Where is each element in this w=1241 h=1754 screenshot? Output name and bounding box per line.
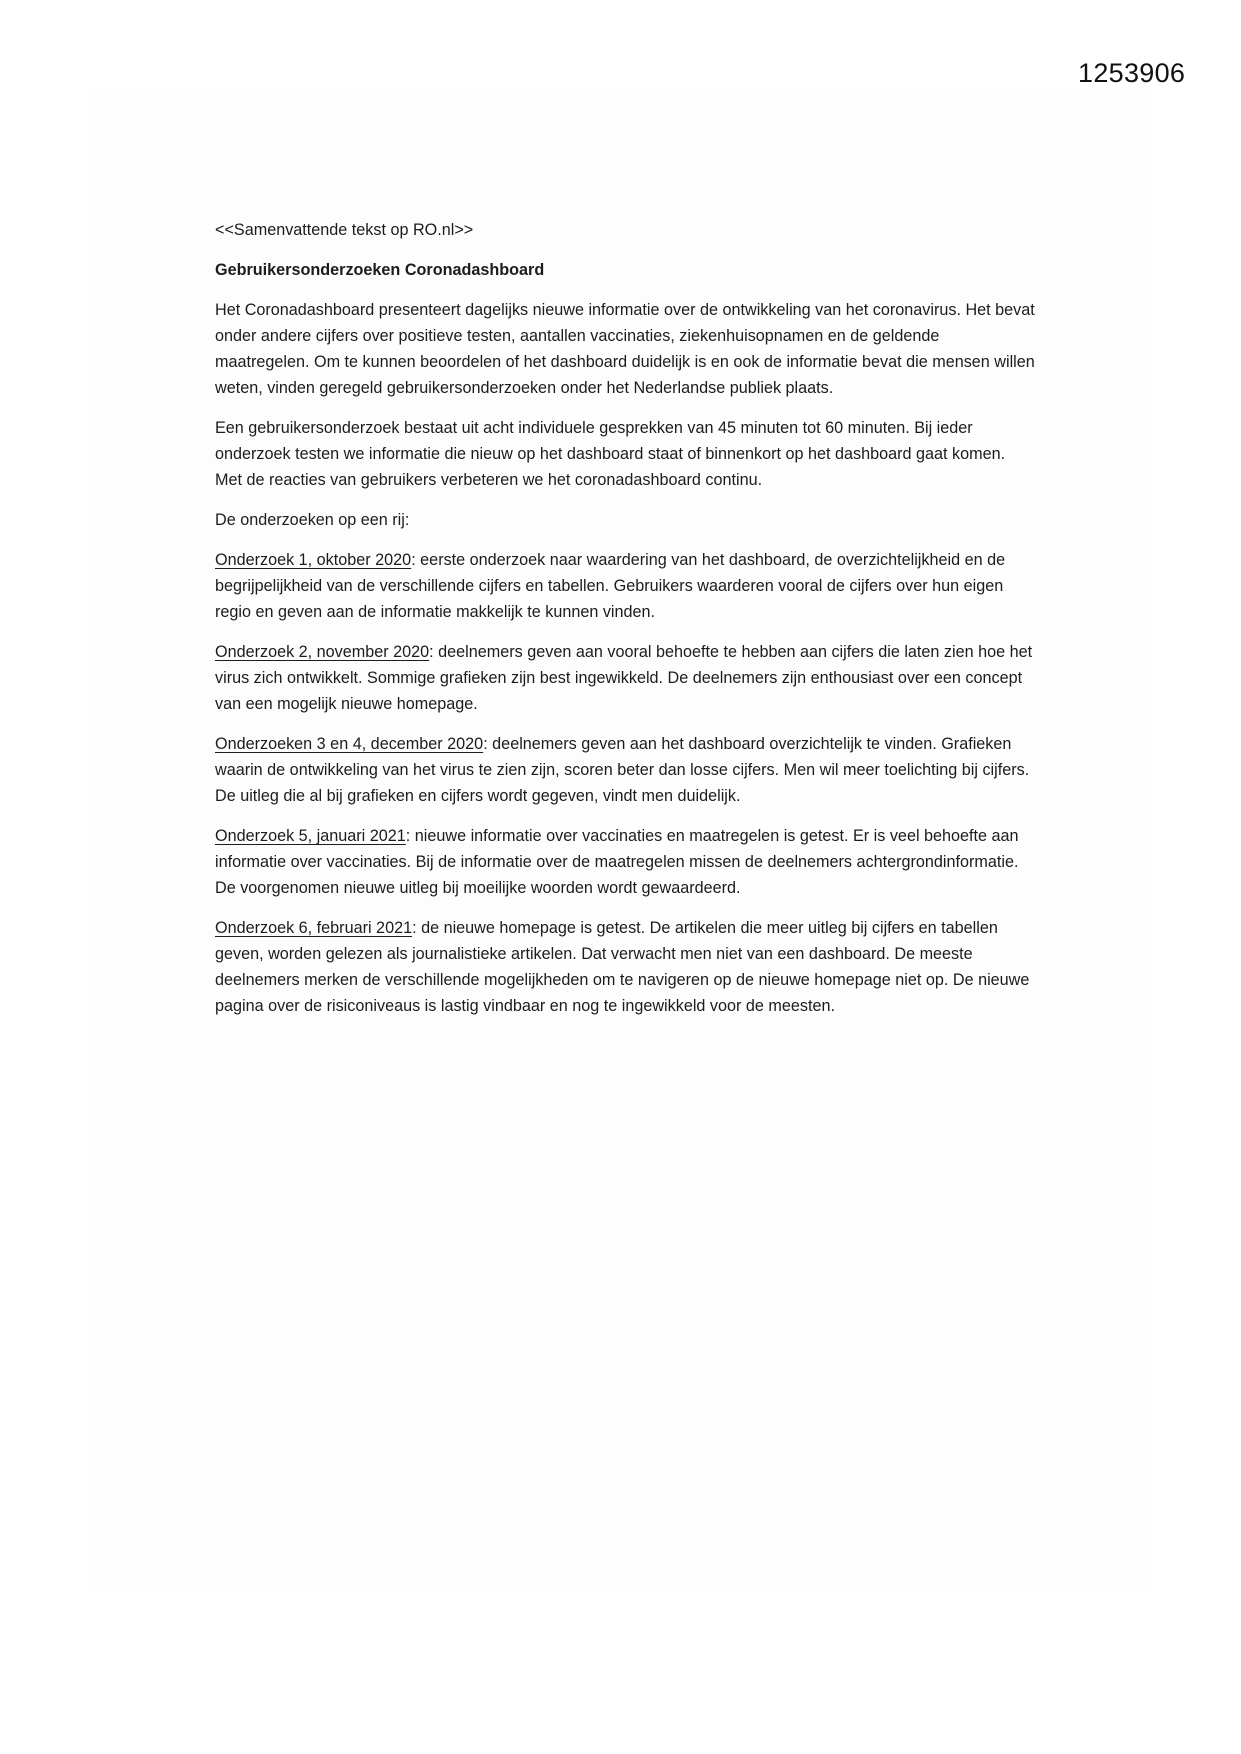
study-text: : de nieuwe homepage is getest. De artikelen die meer uitleg bij cijfers en tabellen geven, worden gelezen als journalistieke artikelen. Dat verwacht men niet van een dashboard. De meeste deelnemers merken de verschillende mogelijkheden om te navigeren op de nieuwe homepage niet op. De nieuwe pagina over de risiconiveaus is lastig vindbaar en nog te ingewikkeld voor de meesten. [215,919,1030,1015]
study-item [215,731,1035,809]
intro-paragraph: Een gebruikersonderzoek bestaat uit acht individuele gesprekken van 45 minuten tot 60 minuten. Bij ieder onderzoek testen we informatie die nieuw op het dashboard staat of binnenkort op het dashboard gaat komen. Met de reacties van gebruikers verbeteren we het coronadashboard continu. [215,419,1006,489]
study-item [215,915,1035,1019]
list-intro: De onderzoeken op een rij: [215,511,410,529]
document-body [215,217,1035,1033]
study-heading: Onderzoek 6, februari 2021 [215,919,413,937]
study-item [215,547,1035,625]
document-id: 1253906 [1078,58,1186,88]
tag-line: <<Samenvattende tekst op RO.nl>> [215,221,474,239]
intro-paragraph: Het Coronadashboard presenteert dagelijks nieuwe informatie over de ontwikkeling van het coronavirus. Het bevat onder andere cijfers over positieve testen, aantallen vaccinaties, ziekenhuisopnamen en de geldende maatregelen. Om te kunnen beoordelen of het dashboard duidelijk is en ook de informatie bevat die mensen willen weten, vinden geregeld gebruikersonderzoeken onder het Nederlandse publiek plaats. [215,301,1035,397]
study-text: : nieuwe informatie over vaccinaties en maatregelen is getest. Er is veel behoefte aan informatie over vaccinaties. Bij de informatie over de maatregelen missen de deelnemers achtergrondinformatie. De voorgenomen nieuwe uitleg bij moeilijke woorden wordt gewaardeerd. [215,827,1019,897]
study-item [215,639,1035,717]
study-item [215,823,1035,901]
study-heading: Onderzoek 2, november 2020 [215,643,430,661]
study-heading: Onderzoeken 3 en 4, december 2020 [215,735,484,753]
study-text: : deelnemers geven aan het dashboard overzichtelijk te vinden. Grafieken waarin de ontwikkeling van het virus te zien zijn, scoren beter dan losse cijfers. Men wil meer toelichting bij cijfers. De uitleg die al bij grafieken en cijfers wordt gegeven, vindt men duidelijk. [215,735,1030,805]
study-heading: Onderzoek 5, januari 2021 [215,827,406,845]
document-title: Gebruikersonderzoeken Coronadashboard [215,261,545,279]
study-text: : deelnemers geven aan vooral behoefte te hebben aan cijfers die laten zien hoe het virus zich ontwikkelt. Sommige grafieken zijn best ingewikkeld. De deelnemers zijn enthousiast over een concept van een mogelijk nieuwe homepage. [215,643,1033,713]
study-text: : eerste onderzoek naar waardering van het dashboard, de overzichtelijkheid en de begrijpelijkheid van de verschillende cijfers en tabellen. Gebruikers waarderen vooral de cijfers over hun eigen regio en geven aan de informatie makkelijk te kunnen vinden. [215,551,1006,621]
study-heading: Onderzoek 1, oktober 2020 [215,551,412,569]
